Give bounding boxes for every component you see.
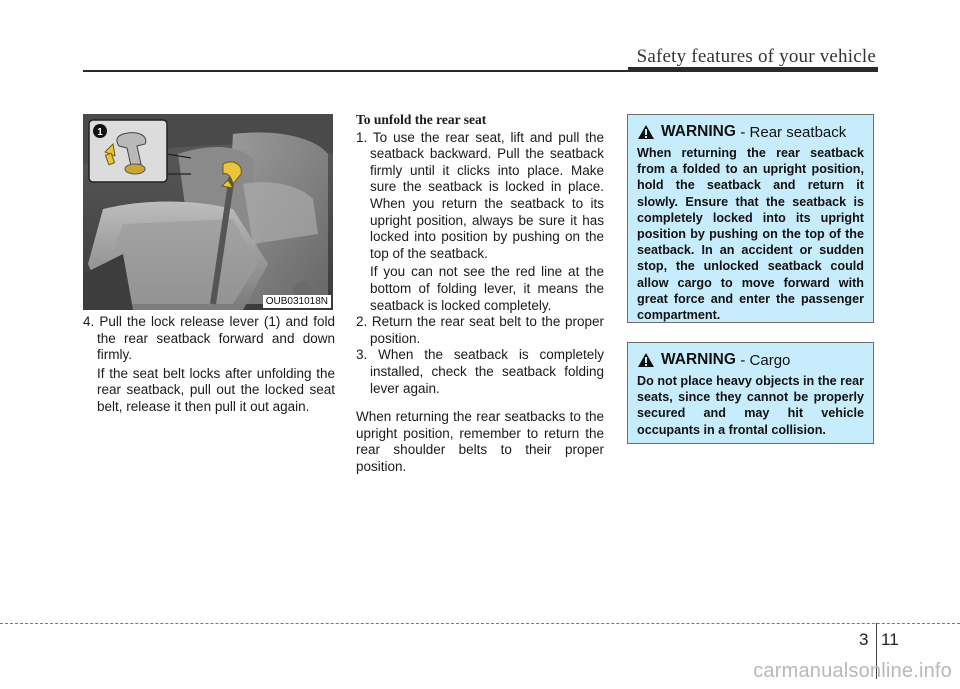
warning-triangle-icon: [637, 124, 655, 140]
header-rule: [83, 70, 878, 72]
step-4-note: If the seat belt locks after unfolding the rear seatback, pull out the locked seat belt, release it then pull it out again.: [97, 365, 335, 414]
watermark-text: carmanualsonline.info: [753, 660, 952, 682]
step-4: [83, 314, 335, 364]
warning-rear-seatback: [627, 114, 874, 323]
warning-subtitle: - Rear seatback: [740, 123, 847, 141]
middle-column: [356, 112, 604, 475]
step-2-text: Return the rear seat belt to the proper position.: [370, 314, 604, 346]
step-2-number: 2.: [356, 314, 368, 330]
warning-title: WARNING: [661, 123, 736, 140]
warning-title: WARNING: [661, 351, 736, 368]
step-1-text: To use the rear seat, lift and pull the seatback backward. Pull the seatback firmly until it clicks into place. Make sure the seatback is locked in place. When you return the seatback to its upright position, always be sure it has locked into position by pushing on the top of the seatback.: [370, 129, 604, 261]
step-3: [356, 347, 604, 397]
step-3-text: When the seatback is completely installed, check the seatback folding lever again.: [370, 347, 604, 396]
warning-body: When returning the rear seatback from a folded to an upright position, hold the seatback and return it slowly. Ensure that the seatback is completely locked into its upright position by pushing on the top of the seatback. In an accident or sudden stop, the unlocked seatback could allow cargo to move forward with great force and enter the passenger compartment.: [637, 146, 864, 323]
seat-drawing: [83, 114, 333, 310]
warning-body: Do not place heavy objects in the rear seats, since they cannot be properly secured and may hit vehicle occupants in a frontal collision.: [637, 374, 864, 437]
footer-rule: [0, 623, 960, 624]
warning-cargo: [627, 342, 874, 444]
chapter-number: 3: [859, 630, 869, 649]
step-2: [356, 314, 604, 347]
warning-header: [637, 123, 864, 141]
page-number: 11: [881, 630, 899, 649]
step-1: [356, 130, 604, 263]
warning-header: [637, 351, 864, 369]
warning-subtitle: - Cargo: [740, 351, 791, 369]
callout-number: 1: [97, 127, 103, 138]
step-1-number: 1.: [356, 129, 368, 145]
page-header-title: Safety features of your vehicle: [636, 46, 876, 67]
step-4-text: Pull the lock release lever (1) and fold the rear seatback forward and down firmly.: [97, 314, 335, 363]
step-3-number: 3.: [356, 347, 368, 363]
step-4-number: 4.: [83, 314, 95, 329]
step-1-note: If you can not see the red line at the bottom of folding lever, it means the seatback is locked completely.: [370, 264, 604, 313]
rear-seat-illustration: [83, 114, 333, 310]
section-heading: To unfold the rear seat: [356, 112, 487, 127]
closing-paragraph: When returning the rear seatbacks to the upright position, remember to return the rear shoulder belts to their proper position.: [356, 409, 604, 474]
figure-caption: OUB031018N: [263, 295, 331, 308]
warning-triangle-icon: [637, 352, 655, 368]
left-column: [83, 314, 335, 416]
